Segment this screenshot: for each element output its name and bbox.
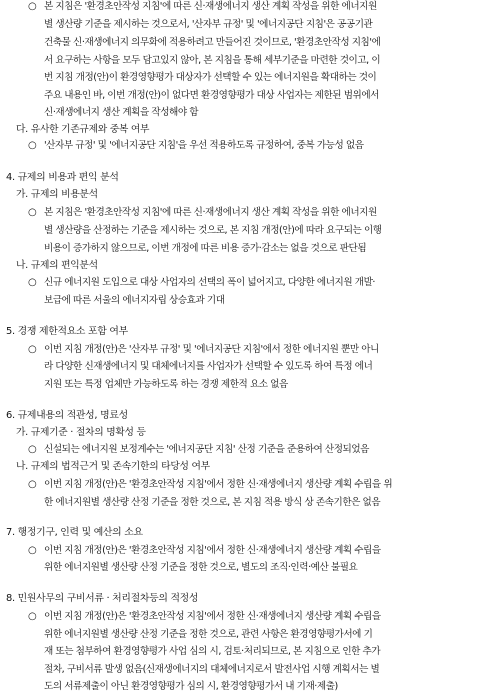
- paragraph-line: 본 지침은 '환경초안작성 지침'에 따른 신·재생에너지 생산 계획 작성을 위한 에너지원: [44, 207, 377, 218]
- paragraph-line: '산자부 규정' 및 '에너지공단 지침'을 우선 적용하도록 규정하여, 중복 가능성 없음: [44, 140, 364, 151]
- paragraph-line: 위한 에너지원별 생산량 산정 기준을 정한 것으로, 관련 사항은 환경영향평가서에 기: [44, 629, 373, 640]
- paragraph-line: 이번 지침 개정(안)은 '환경초안작성 지침'에서 정한 신·재생에너지 생산량 계획 수립을 위: [44, 479, 393, 490]
- subsection-heading: 나. 규제의 편익분석: [16, 260, 98, 271]
- bullet-circle: ○: [28, 545, 37, 556]
- paragraph-line: 신설되는 에너지원 보정계수는 '에너지공단 지침' 산정 기준을 준용하여 산정되었음: [44, 444, 369, 455]
- bullet-circle: ○: [28, 140, 37, 151]
- paragraph-line: 절차, 구비서류 발생 없음(신재생에너지의 대체에너지로서 발전사업 시행 계획서는 별: [44, 664, 380, 675]
- section-heading: 8. 민원사무의 구비서류 · 처리절차등의 적정성: [6, 593, 199, 604]
- paragraph-line: 건축물 신·재생에너지 의무화에 적용하려고 만들어진 것이므로, '환경초안작성 지침'에: [44, 37, 381, 48]
- section-heading: 4. 규제의 비용과 편익 분석: [6, 172, 119, 183]
- paragraph-line: 비용이 증가하지 않으므로, 이번 개정에 따른 비용 증가·감소는 없을 것으로 판단됨: [44, 243, 367, 254]
- paragraph-line: 이번 지침 개정(안)은 '환경초안작성 지침'에서 정한 신·재생에너지 생산량 계획 수립을: [44, 545, 381, 556]
- subsection-heading: 다. 유사한 기존규제와 중복 여부: [16, 124, 150, 135]
- bullet-circle: ○: [28, 1, 37, 12]
- paragraph-line: 번 지침 개정(안)이 환경영향평가 대상자가 선택할 수 있는 에너지원을 확대하는 것이: [44, 72, 377, 83]
- bullet-circle: ○: [28, 207, 37, 218]
- paragraph-line: 보급에 따른 서울의 에너지자립 상승효과 기대: [44, 295, 225, 306]
- subsection-heading: 가. 규제기준 · 절차의 명확성 등: [16, 427, 146, 438]
- bullet-circle: ○: [28, 479, 37, 490]
- section-heading: 6. 규제내용의 적관성, 명료성: [6, 410, 128, 421]
- paragraph-line: 서 요구하는 사항을 모두 담고있지 않아, 본 지침을 통해 세부기준을 마련한 것이고, 이: [44, 55, 381, 66]
- paragraph-line: 도의 서류제출이 아닌 환경영향평가 심의 시, 환경영향평가서 내 기재·제출): [44, 681, 338, 692]
- paragraph-line: 이번 지침 개정(안)은 '산자부 규정' 및 '에너지공단 지침'에서 정한 에너지원 뿐만 아니: [44, 344, 379, 355]
- paragraph-line: 신규 에너지원 도입으로 대상 사업자의 선택의 폭이 넓어지고, 다양한 에너지원 개발·: [44, 277, 375, 288]
- subsection-heading: 가. 규제의 비용분석: [16, 189, 98, 200]
- bullet-circle: ○: [28, 444, 37, 455]
- paragraph-line: 이번 지침 개정(안)은 '환경초안작성 지침'에서 정한 신·재생에너지 생산량 계획 수립을: [44, 611, 381, 622]
- section-heading: 7. 행정기구, 인력 및 예산의 소요: [6, 527, 143, 538]
- paragraph-line: 별 생산량을 산정하는 기준을 제시하는 것으로, 본 지침 개정(안)에 따라 요구되는 이행: [44, 225, 382, 236]
- paragraph-line: 별 생산량 기준을 제시하는 것으로서, '산자부 규정' 및 '에너지공단 지침'은 공공기관: [44, 19, 373, 30]
- paragraph-line: 위한 에너지원별 생산량 산정 기준을 정한 것으로, 별도의 조직·인력·예산 불필요: [44, 562, 358, 573]
- paragraph-line: 라 다양한 신재생에너지 및 대체에너지를 사업자가 선택할 수 있도록 하여 특정 에너: [44, 361, 373, 372]
- bullet-circle: ○: [28, 277, 37, 288]
- bullet-circle: ○: [28, 344, 37, 355]
- bullet-circle: ○: [28, 611, 37, 622]
- paragraph-line: 재 또는 첨부하여 환경영향평가 사업 심의 시, 검토·처리되므로, 본 지침으로 인한 추가: [44, 646, 381, 657]
- paragraph-line: 한 에너지원별 생산량 산정 기준을 정한 것으로, 본 지침 적용 방식 상 존속기한은 없음: [44, 497, 381, 508]
- paragraph-line: 주요 내용인 바, 이번 개정(안)이 없다면 환경영향평가 대상 사업자는 제한된 범위에서: [44, 90, 379, 101]
- section-heading: 5. 경쟁 제한적요소 포함 여부: [6, 326, 128, 337]
- subsection-heading: 나. 규제의 법적근거 및 존속기한의 타당성 여부: [16, 461, 210, 472]
- paragraph-line: 지원 또는 특정 업체만 가능하도록 하는 경쟁 제한적 요소 없음: [44, 379, 288, 390]
- paragraph-line: 신·재생에너지 생산 계획을 작성해야 함: [44, 107, 199, 118]
- paragraph-line: 본 지침은 '환경초안작성 지침'에 따른 신·재생에너지 생산 계획 작성을 위한 에너지원: [44, 1, 377, 12]
